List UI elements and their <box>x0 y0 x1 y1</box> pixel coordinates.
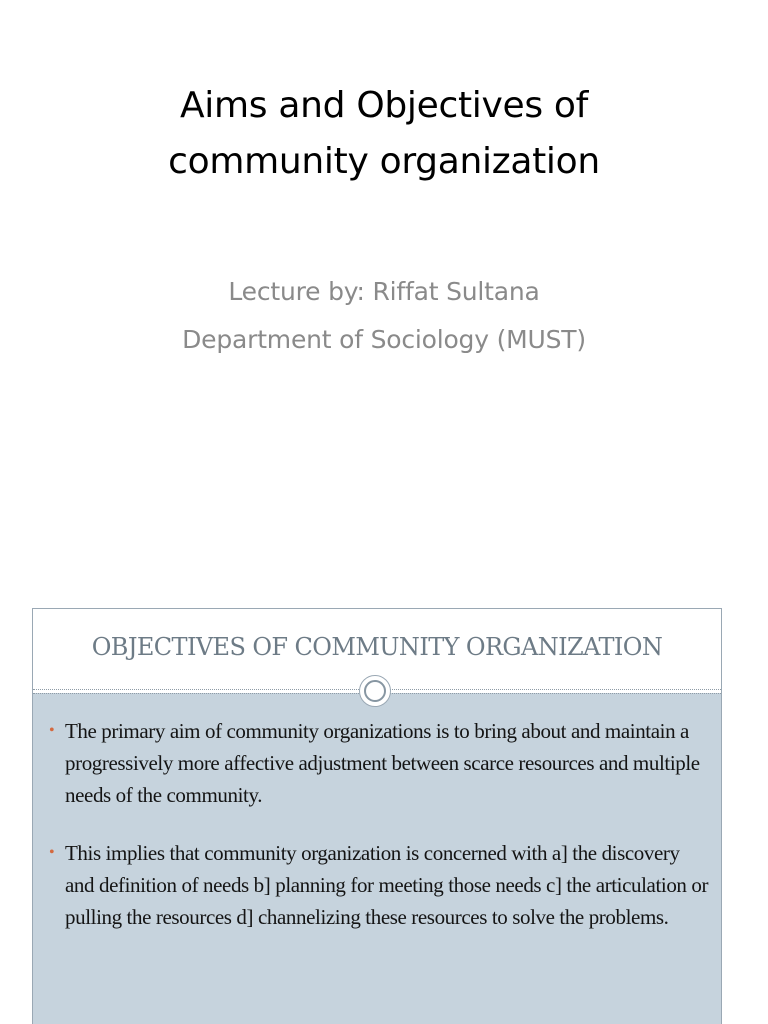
objectives-bullet-list <box>47 715 713 959</box>
circle-ornament-icon <box>359 675 391 707</box>
bullet-text: The primary aim of community organizations is to bring about and maintain a progressively more affective adjustment between scarce resources and multiple needs of the community. <box>65 719 700 807</box>
bullet-icon: • <box>49 844 55 861</box>
list-item <box>47 715 713 811</box>
slide-subtitle <box>0 268 768 364</box>
lecturer-line: Lecture by: Riffat Sultana <box>228 277 540 306</box>
slide-title-line-1: Aims and Objectives of <box>179 85 589 126</box>
objectives-slide-image <box>32 608 722 1024</box>
objectives-heading: OBJECTIVES OF COMMUNITY ORGANIZATION <box>91 633 663 661</box>
slide-title-line-2: community organization <box>168 141 600 182</box>
department-line: Department of Sociology (MUST) <box>182 325 586 354</box>
bullet-icon: • <box>49 722 55 739</box>
list-item <box>47 837 713 933</box>
slide-title <box>0 78 768 190</box>
bullet-text: This implies that community organization is concerned with a] the discovery and definition of needs b] planning for meeting those needs c] the articulation or pulling the resources d] channelizing these resources to solve the problems. <box>65 841 709 929</box>
